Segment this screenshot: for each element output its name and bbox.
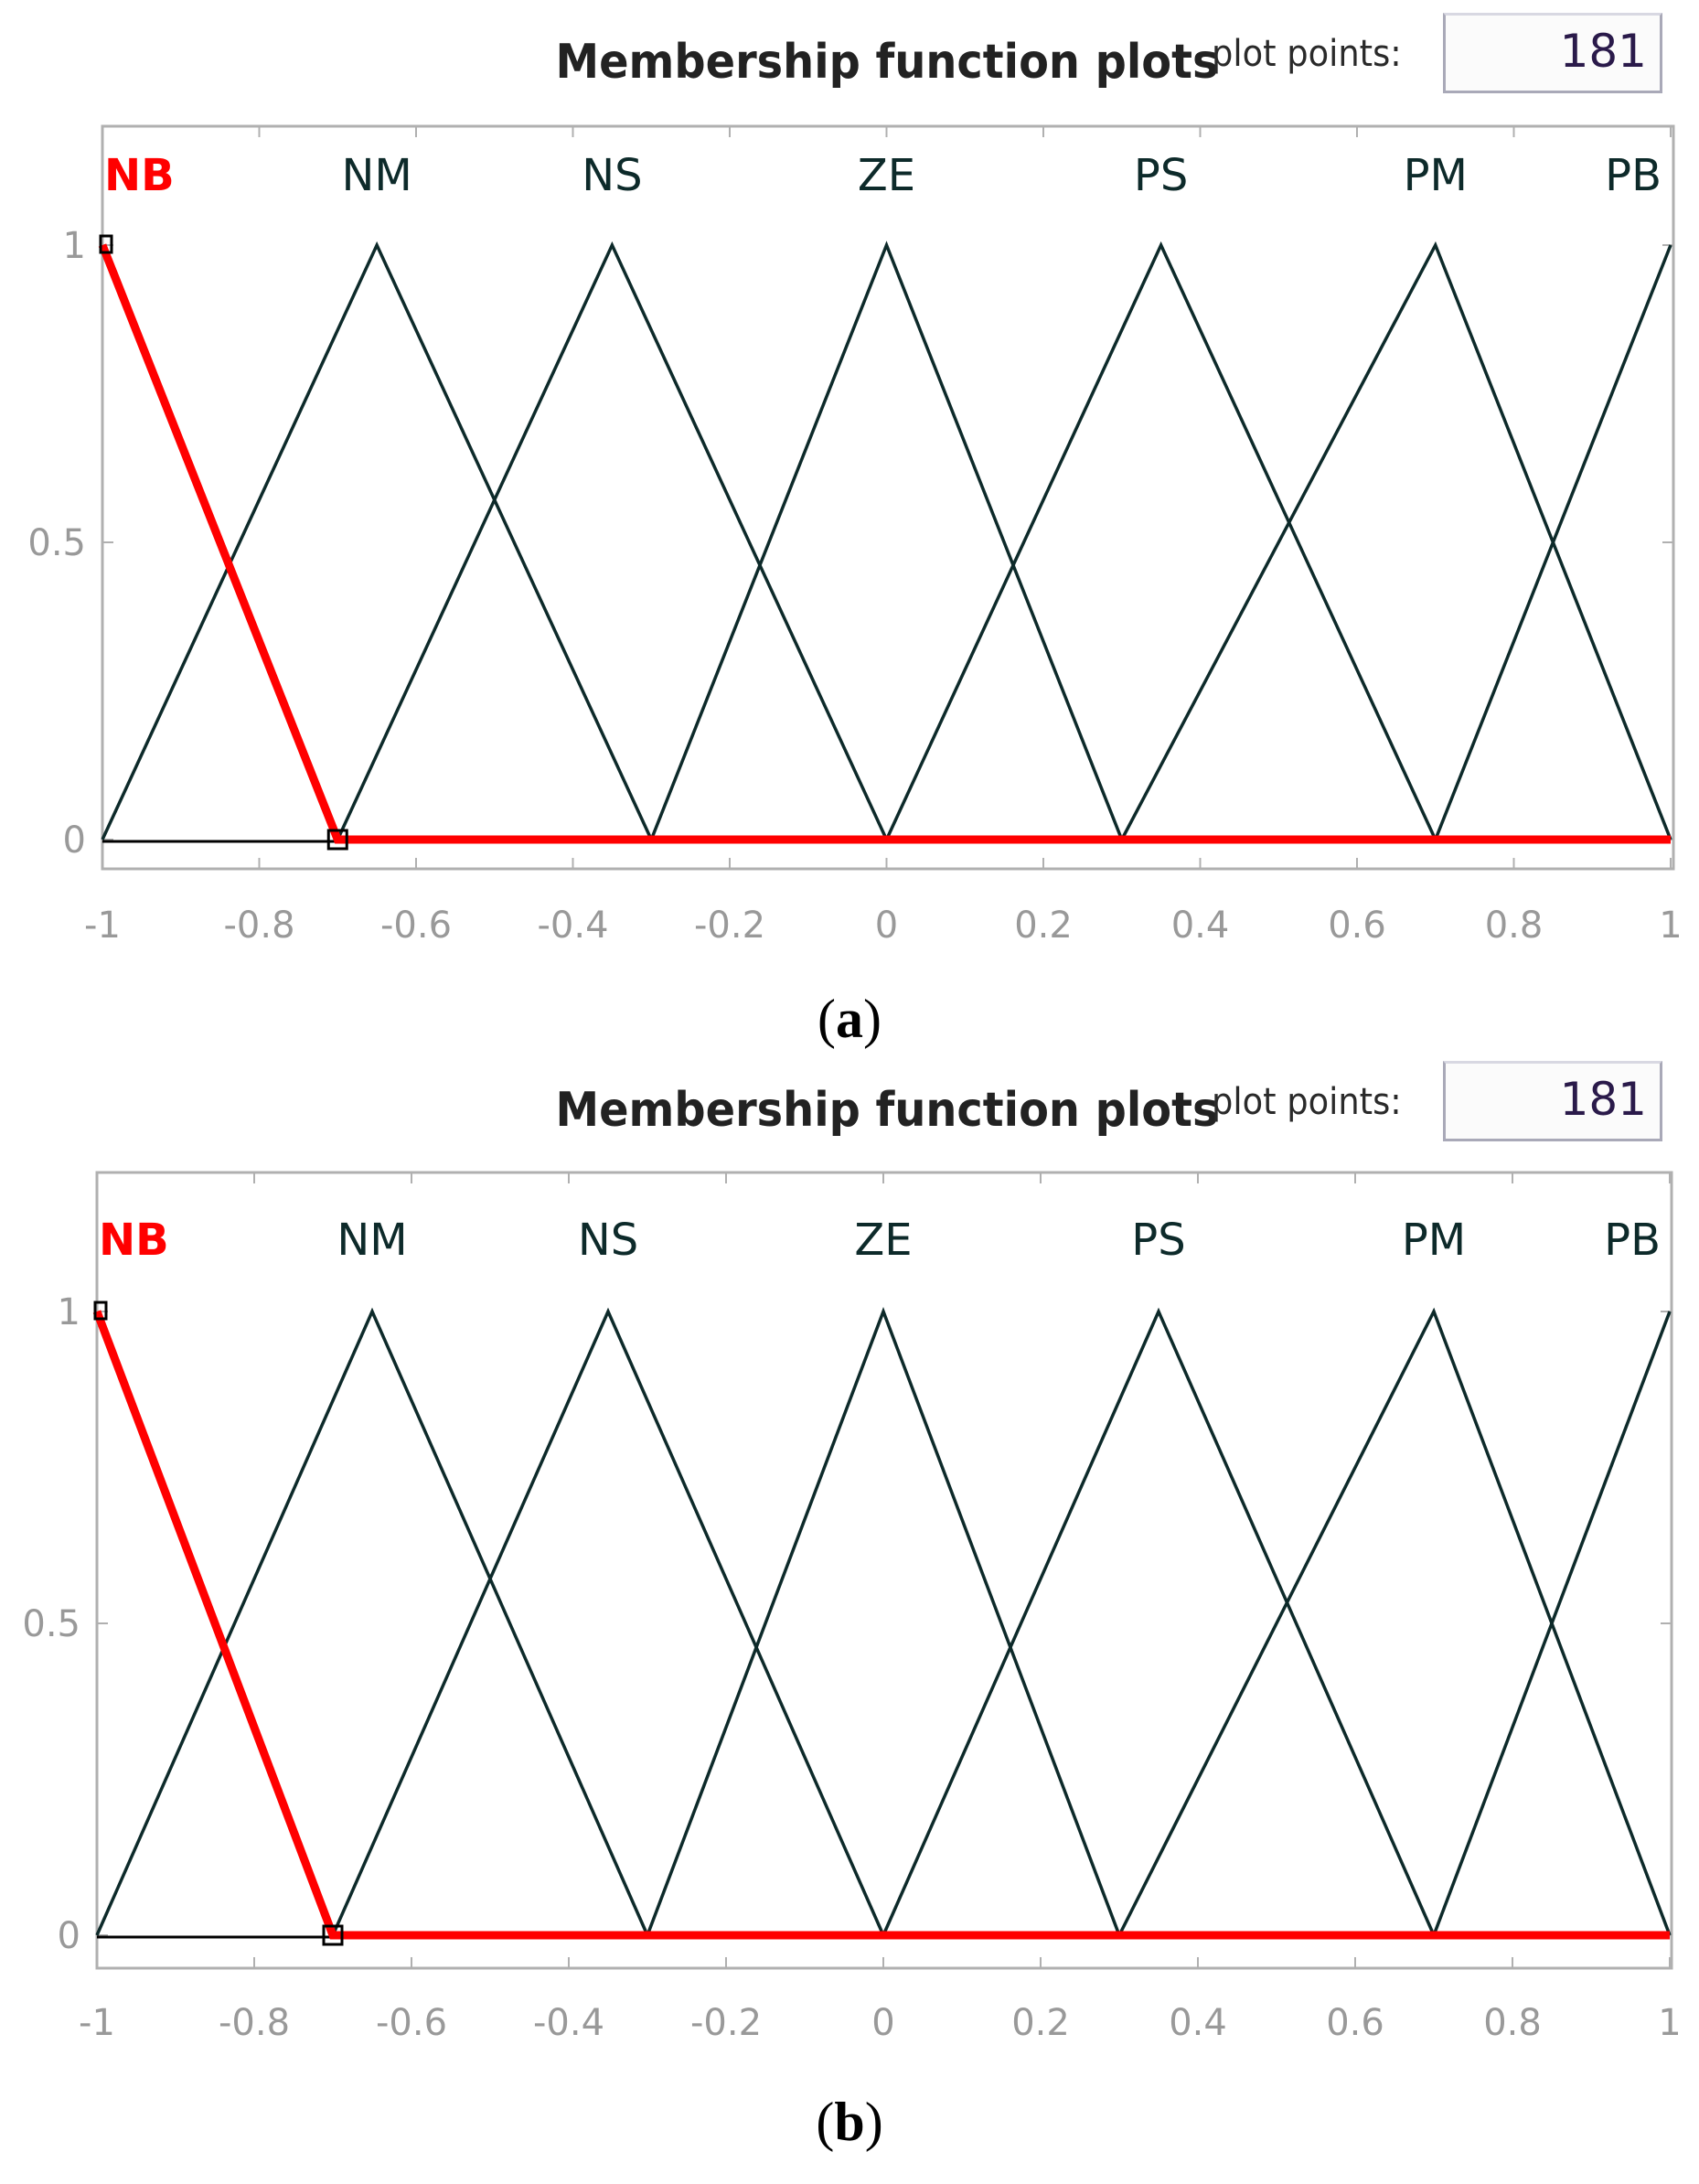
series-label-ps: PS [1133, 150, 1189, 201]
series-label-ze: ZE [857, 150, 916, 201]
series-label-pm: PM [1403, 150, 1468, 201]
x-tick-label: 0.2 [1011, 2002, 1070, 2044]
plot-frame [102, 126, 1673, 869]
x-tick-label: -0.8 [223, 905, 295, 947]
figure-panel-b [0, 1052, 1699, 2184]
series-label-pm: PM [1401, 1215, 1467, 1266]
x-tick-label: 0.4 [1169, 2002, 1227, 2044]
series-label-pb: PB [1605, 150, 1662, 201]
membership-plot[interactable] [0, 1052, 1699, 2094]
plot-points-label: plot points: [1212, 33, 1402, 75]
x-tick-label: 0.4 [1170, 905, 1230, 947]
series-label-nm: NM [337, 1215, 408, 1266]
series-label-nb: NB [99, 1215, 169, 1266]
membership-plot[interactable] [0, 0, 1699, 988]
plot-points-value: 181 [1559, 25, 1647, 78]
y-tick-label: 1 [62, 225, 86, 267]
x-tick-label: 0.8 [1483, 2002, 1542, 2044]
series-label-pb: PB [1604, 1215, 1661, 1266]
x-tick-label: 1 [1659, 905, 1683, 947]
figure-caption: (b) [816, 2092, 883, 2152]
x-tick-label: -1 [84, 905, 121, 947]
plot-points-label: plot points: [1212, 1081, 1402, 1123]
x-tick-label: 0.6 [1326, 2002, 1384, 2044]
chart-title: Membership function plots [555, 35, 1219, 90]
figure-caption: (a) [817, 989, 882, 1049]
plot-points-value: 181 [1559, 1073, 1647, 1126]
y-tick-label: 1 [57, 1291, 80, 1333]
series-label-ns: NS [582, 150, 643, 201]
x-tick-label: -0.6 [375, 2002, 448, 2044]
x-tick-label: -0.4 [537, 905, 609, 947]
series-label-ps: PS [1131, 1215, 1186, 1266]
y-tick-label: 0 [57, 1915, 80, 1957]
x-tick-label: -0.2 [693, 905, 766, 947]
series-label-ze: ZE [854, 1215, 913, 1266]
x-tick-label: 0.8 [1484, 905, 1544, 947]
chart-title: Membership function plots [555, 1083, 1219, 1138]
x-tick-label: -1 [79, 2002, 115, 2044]
x-tick-label: 1 [1658, 2002, 1682, 2044]
series-label-nm: NM [341, 150, 412, 201]
y-tick-label: 0.5 [27, 522, 86, 564]
x-tick-label: -0.6 [379, 905, 453, 947]
plot-frame [97, 1172, 1672, 1968]
series-label-ns: NS [577, 1215, 639, 1266]
caption-letter: b [834, 2092, 865, 2152]
x-tick-label: 0 [874, 905, 899, 947]
y-tick-label: 0.5 [22, 1603, 80, 1645]
x-tick-label: 0.6 [1328, 905, 1386, 947]
x-tick-label: 0.2 [1014, 905, 1073, 947]
x-tick-label: -0.4 [532, 2002, 605, 2044]
series-label-nb: NB [104, 150, 175, 201]
caption-letter: a [836, 989, 863, 1049]
x-tick-label: -0.8 [218, 2002, 291, 2044]
x-tick-label: 0 [871, 2002, 895, 2044]
x-tick-label: -0.2 [689, 2002, 763, 2044]
y-tick-label: 0 [62, 819, 86, 862]
